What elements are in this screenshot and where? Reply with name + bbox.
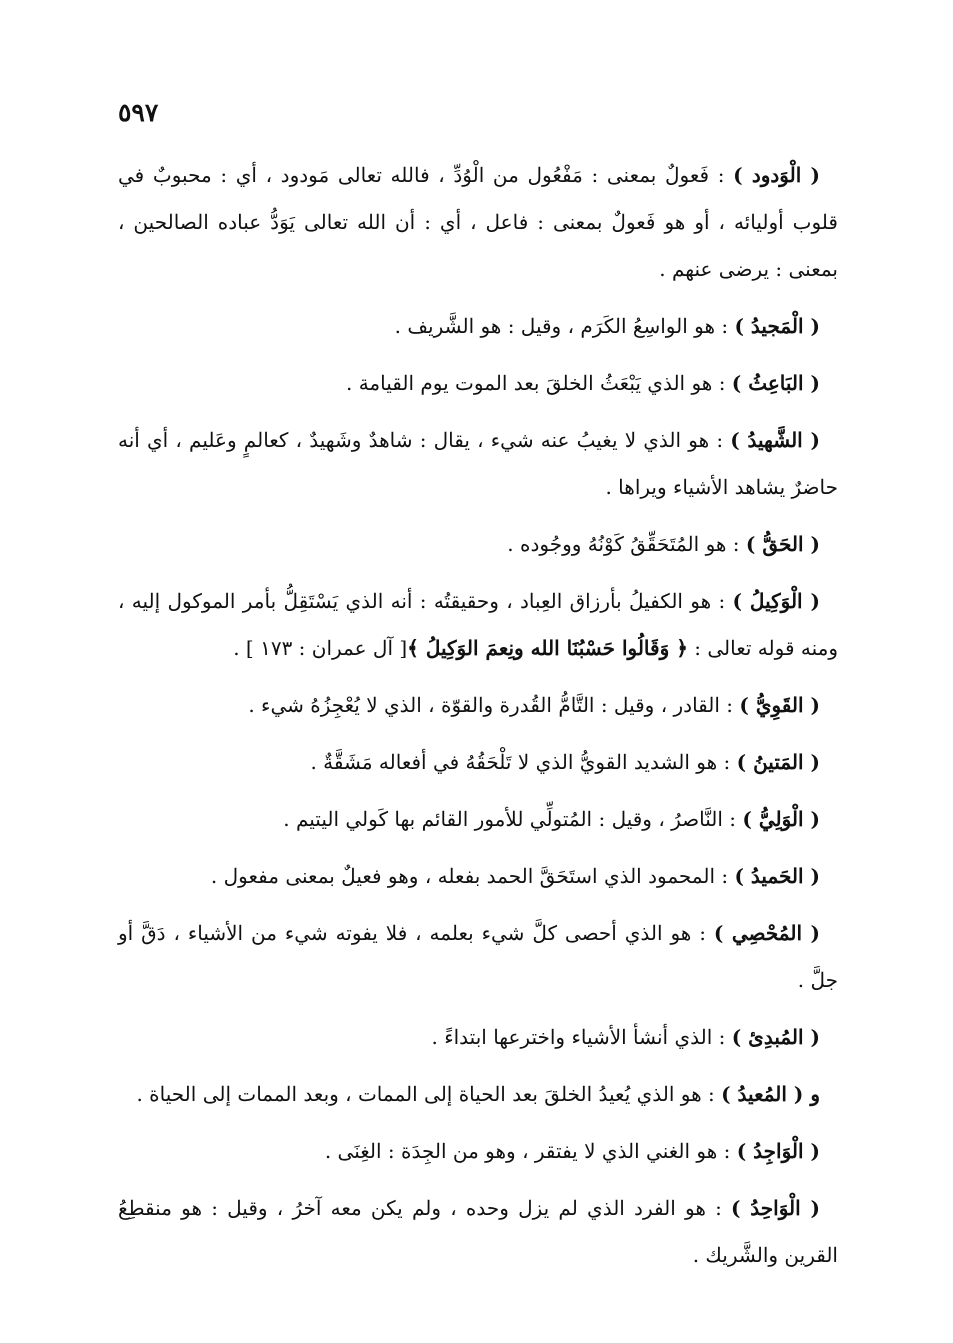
entry-al-wajid: [118, 1128, 838, 1175]
entry-text: : هو الشديد القويُّ الذي لا تَلْحَقُهُ في أفعاله مَشَقَّةٌ .: [310, 750, 737, 774]
entry-term: ( المَتينُ ): [736, 750, 820, 774]
entry-al-wakil: [118, 578, 838, 672]
entry-text: : المحمود الذي استَحَقَّ الحمد بفعله ، وهو فعيلٌ بمعنى مفعول .: [210, 864, 735, 888]
entry-term: ( المُحْصِي ): [713, 921, 820, 945]
entry-term: ( البَاعِثُ ): [731, 371, 820, 395]
entry-al-wahid: [118, 1185, 838, 1279]
entry-text: : هو الفرد الذي لم يزل وحده ، ولم يكن معه آخرُ ، وقيل : هو منقطِعُ القرين والشَّريك .: [118, 1196, 838, 1267]
entry-text: : هو الذي يَبْعَثُ الخلقَ بعد الموت يوم القيامة .: [345, 371, 732, 395]
entry-term: ( الْمَجيدُ ): [734, 314, 820, 338]
entry-term: ( الْوَكِيلُ ): [732, 589, 821, 613]
entry-text: : هو الذي يُعيدُ الخلقَ بعد الحياة إلى الممات ، وبعد الممات إلى الحياة .: [136, 1082, 722, 1106]
entry-al-majid: [118, 303, 838, 350]
entry-text: : هو الغني الذي لا يفتقر ، وهو من الجِدَة : الغِنَى .: [324, 1139, 737, 1163]
entry-text: : هو المُتَحَقِّقُ كَوْنُهُ ووجُوده .: [507, 532, 746, 556]
entry-al-qawi: [118, 682, 838, 729]
entry-text: : هو الذي أحصى كلَّ شيء بعلمه ، فلا يفوته شيء من الأشياء ، دَقَّ أو جلَّ .: [118, 921, 838, 992]
entry-text: : هو الكفيلُ بأرزاق العِباد ، وحقيقتُه : أنه الذي يَسْتَقِلُّ بأمر الموكول إليه ، ومنه قوله تعالى :: [118, 589, 838, 660]
verse-reference: [ آل عمران : ١٧٣ ] .: [233, 636, 408, 660]
entry-term: ( الحَميدُ ): [734, 864, 820, 888]
page-number: ٥٩٧: [118, 98, 159, 127]
entry-al-matin: [118, 739, 838, 786]
entry-term: ( الْوَدود ): [733, 163, 820, 187]
entry-text: : هو الذي لا يغيبُ عنه شيء ، يقال : شاهدٌ وشَهيدٌ ، كعالمٍ وعَليم ، أي أنه حاضرٌ يشاهد الأشياء ويراها .: [118, 428, 838, 499]
page-body: [118, 152, 838, 1289]
entry-al-wadud: [118, 152, 838, 293]
entry-term: ( الْوَاحِدُ ): [731, 1196, 820, 1220]
entry-term: و ( المُعيدُ ): [721, 1082, 820, 1106]
entry-al-mubdi: [118, 1014, 838, 1061]
entry-term: ( الْوَلِيُّ ): [742, 807, 820, 831]
entry-ash-shahid: [118, 417, 838, 511]
entry-al-muid: [118, 1071, 838, 1118]
entry-term: ( الشَّهيدُ ): [730, 428, 820, 452]
entry-term: ( المُبدِئ ): [731, 1025, 820, 1049]
entry-text: : هو الواسِعُ الكَرَم ، وقيل : هو الشَّريف .: [394, 314, 735, 338]
entry-text: : فَعولٌ بمعنى : مَفْعُول من الْوُدِّ ، فالله تعالى مَودود ، أي : محبوبٌ في قلوب أوليائه ، أو هو فَعولٌ بمعنى : فاعل ، أي : أن الله تعالى يَوَدُّ عباده الصالحين ، بمعنى : يرضى عنهم .: [118, 163, 838, 281]
entry-al-haqq: [118, 521, 838, 568]
entry-al-baith: [118, 360, 838, 407]
entry-al-muhsi: [118, 910, 838, 1004]
entry-term: ( الْوَاجِدُ ): [736, 1139, 820, 1163]
quran-verse: ﴿ وَقَالُوا حَسْبُنَا الله ونِعمَ الوَكِيلُ ﴾: [407, 636, 688, 660]
entry-text: : الذي أنشأ الأشياء واخترعها ابتداءً .: [431, 1025, 732, 1049]
entry-text: : النَّاصرُ ، وقيل : المُتولِّي للأمور القائم بها كَولي اليتيم .: [283, 807, 743, 831]
entry-text: : القادر ، وقيل : التَّامُّ القُدرة والقوّة ، الذي لا يُعْجِزُهُ شيء .: [248, 693, 740, 717]
entry-al-hamid: [118, 853, 838, 900]
entry-al-wali: [118, 796, 838, 843]
entry-term: ( القَوِيُّ ): [739, 693, 820, 717]
entry-term: ( الحَقُّ ): [745, 532, 820, 556]
